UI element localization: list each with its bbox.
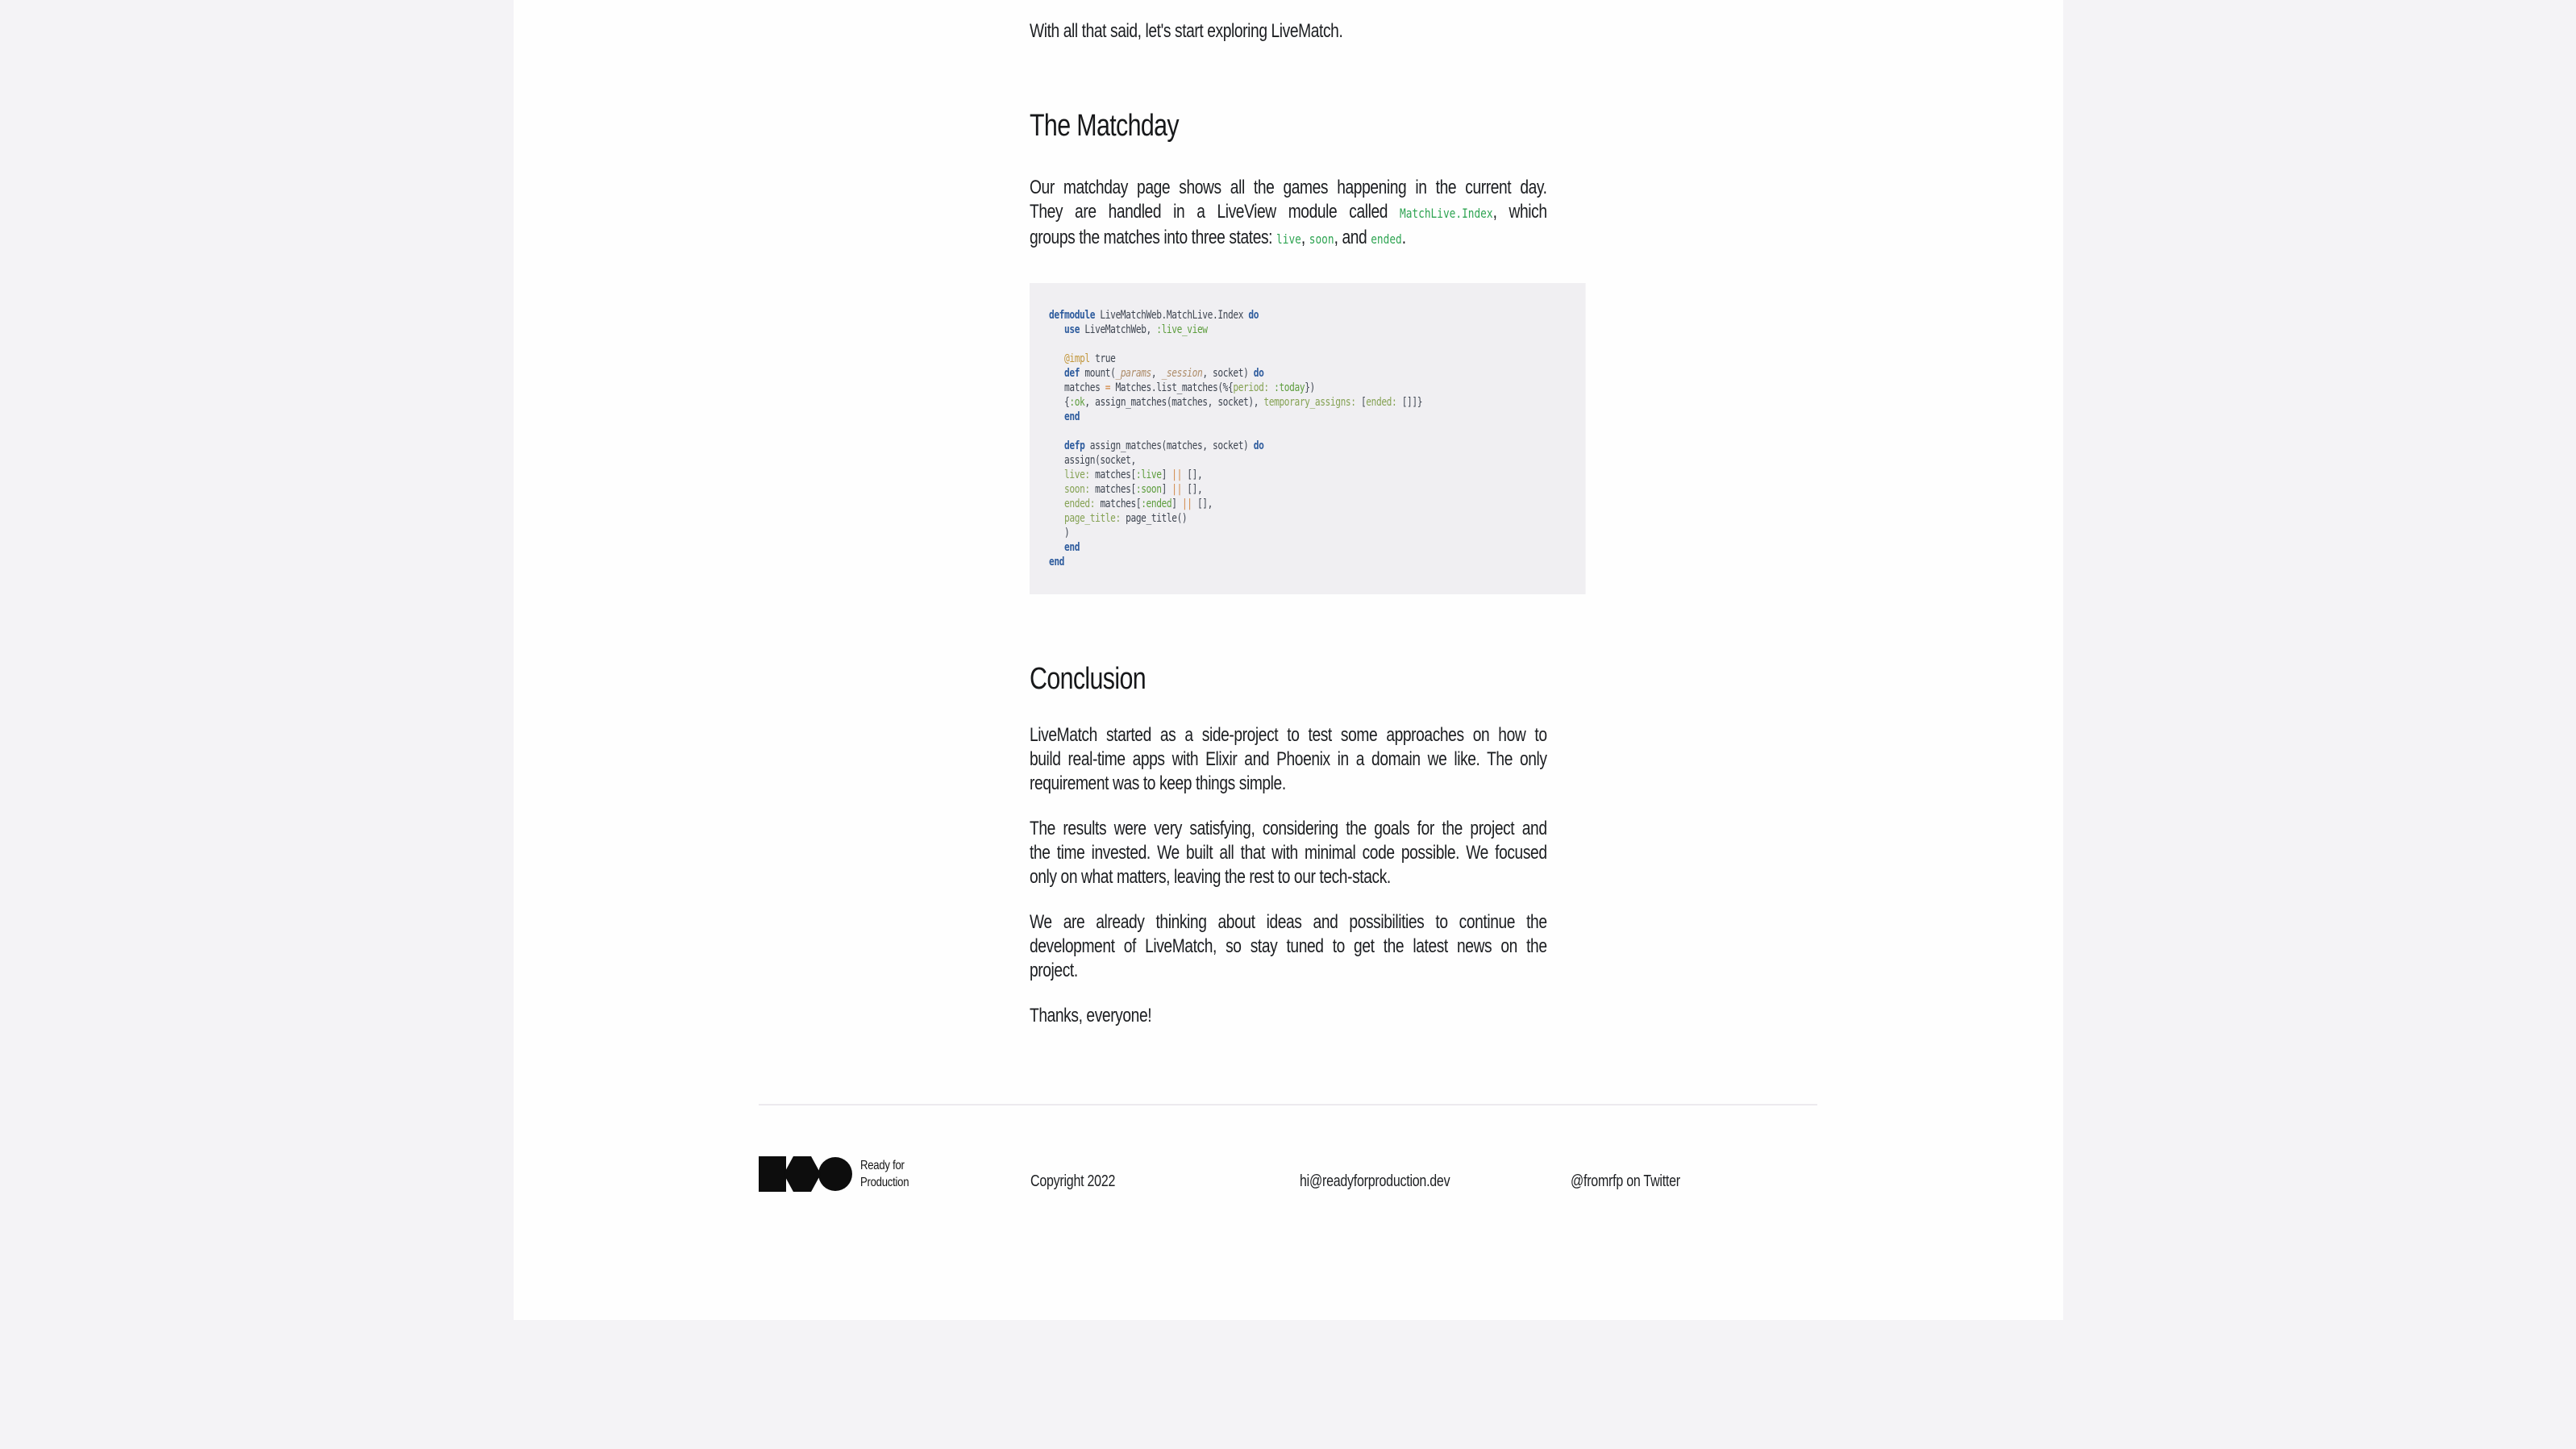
matchday-paragraph: Our matchday page shows all the games happening in the current day. They are handled in a LiveView module called MatchLive.Index, which groups the matches into three states: live, soon, and ended. — [1029, 177, 1547, 248]
logo-hexagon-shape — [784, 1156, 821, 1192]
logo-wordmark-line1: Ready for — [860, 1159, 905, 1172]
conclusion-paragraphs — [1030, 723, 1547, 1028]
code-line: end — [1063, 410, 1080, 423]
logo-wordmark-line2: Production — [860, 1176, 909, 1189]
code-line: end — [1063, 541, 1080, 554]
conclusion-paragraph: The results were very satisfying, considering the goals for the project and the time invested. We built all that with minimal code possible. We focused only on what matters, leaving the rest to our tech-stack. — [1029, 818, 1547, 888]
article-panel — [514, 0, 2063, 1320]
inline-code: soon — [1309, 231, 1334, 247]
code-line — [1049, 424, 1565, 439]
inline-code: MatchLive.Index — [1399, 206, 1493, 221]
matchday-heading: The Matchday — [1029, 109, 1179, 143]
code-line: ) — [1048, 527, 1069, 539]
code-line: ended: matches[:ended] || [], — [1063, 498, 1213, 510]
code-line: soon: matches[:soon] || [], — [1063, 483, 1202, 496]
conclusion-paragraph: We are already thinking about ideas and possibilities to continue the development of LiveMatch, so stay tuned to get the latest news on the project. — [1029, 911, 1547, 981]
intro-paragraph: With all that said, let's start exploring LiveMatch. — [1029, 20, 1342, 42]
copyright-text: Copyright 2022 — [1030, 1172, 1116, 1190]
inline-code: live — [1276, 231, 1301, 247]
footer — [759, 1155, 1817, 1193]
logo-wordmark — [860, 1157, 909, 1191]
code-line: use LiveMatchWeb, :live_view — [1063, 323, 1208, 336]
code-line: end — [1048, 556, 1064, 568]
inline-code: ended — [1370, 231, 1402, 247]
page-bottom — [759, 1104, 1817, 1193]
footer-brand-link[interactable] — [759, 1155, 1030, 1193]
contact-email-link[interactable]: hi@readyforproduction.dev — [1300, 1172, 1450, 1190]
logo-square-shape — [759, 1156, 786, 1192]
conclusion-heading: Conclusion — [1029, 662, 1146, 696]
conclusion-paragraph: LiveMatch started as a side-project to test some approaches on how to build real-time apps with Elixir and Phoenix in a domain we like. The only requirement was to keep things simple. — [1029, 724, 1547, 794]
code-block — [1030, 283, 1586, 594]
twitter-link[interactable]: @fromrfp on Twitter — [1571, 1172, 1680, 1190]
logo-circle-shape — [818, 1157, 852, 1191]
conclusion-paragraph: Thanks, everyone! — [1029, 1005, 1151, 1026]
footer-divider — [759, 1104, 1817, 1105]
code-line: live: matches[:live] || [], — [1063, 468, 1202, 481]
code-line: defp assign_matches(matches, socket) do — [1063, 439, 1263, 452]
code-line: {:ok, assign_matches(matches, socket), temporary_assigns: [ended: []]} — [1048, 396, 1422, 409]
code-line: page_title: page_title() — [1063, 512, 1187, 525]
code-line: assign(socket, — [1048, 454, 1136, 467]
ready-for-production-logo — [759, 1155, 852, 1193]
code-line: def mount(_params, _session, socket) do — [1063, 367, 1263, 380]
code-line: defmodule LiveMatchWeb.MatchLive.Index do — [1048, 309, 1259, 322]
code-line — [1049, 337, 1565, 352]
code-line: @impl true — [1063, 352, 1115, 365]
code-content — [1049, 308, 1565, 569]
code-line: matches = Matches.list_matches(%{period: :today}) — [1048, 381, 1315, 394]
article-column — [1030, 0, 1547, 1028]
